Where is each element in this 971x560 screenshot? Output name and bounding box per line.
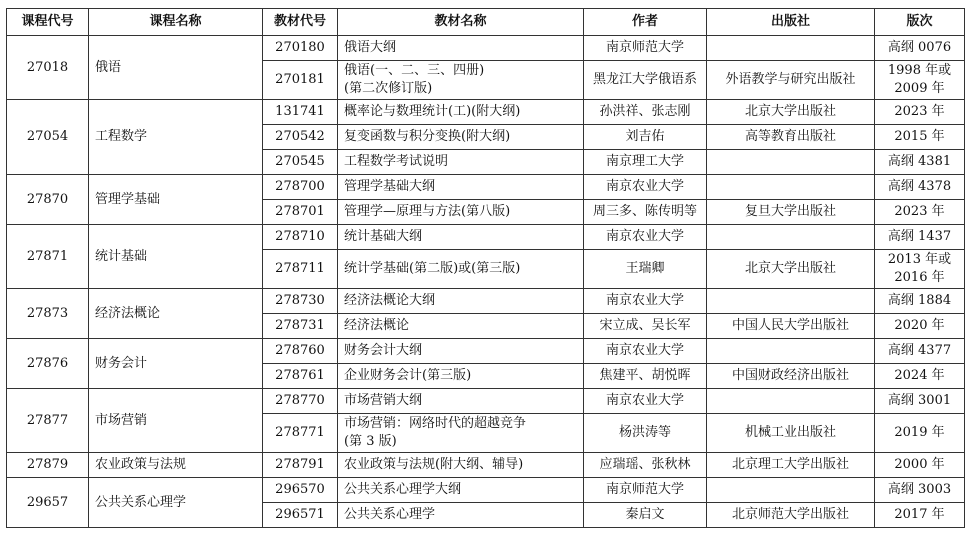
publisher-cell: 北京理工大学出版社 <box>707 453 875 478</box>
publisher-cell: 复旦大学出版社 <box>707 200 875 225</box>
book-title-cell <box>338 478 584 503</box>
book-code-cell: 278791 <box>263 453 338 478</box>
book-title-cell <box>338 125 584 150</box>
publisher-cell: 机械工业出版社 <box>707 414 875 453</box>
edition-cell-line: 1998 年或 <box>887 63 952 78</box>
publisher-cell: 外语教学与研究出版社 <box>707 61 875 100</box>
course-code-cell: 27870 <box>7 175 89 225</box>
book-title-cell <box>338 250 584 289</box>
edition-cell <box>875 503 965 528</box>
edition-cell <box>875 364 965 389</box>
book-code-cell: 278760 <box>263 339 338 364</box>
book-title-cell <box>338 289 584 314</box>
header-publisher: 出版社 <box>707 9 875 36</box>
book-code-cell: 270180 <box>263 36 338 61</box>
table-row <box>7 389 965 414</box>
edition-cell <box>875 414 965 453</box>
edition-cell <box>875 389 965 414</box>
course-code-cell: 27871 <box>7 225 89 289</box>
textbook-table-container <box>6 8 964 528</box>
edition-cell-line: 高纲 1437 <box>887 229 952 244</box>
book-code-cell: 278711 <box>263 250 338 289</box>
author-cell: 秦启文 <box>584 503 707 528</box>
table-row <box>7 175 965 200</box>
edition-cell-line: 高纲 4377 <box>887 343 952 358</box>
edition-cell <box>875 125 965 150</box>
book-title-cell-line: 公共关系心理学 <box>344 507 436 522</box>
edition-cell-line: 2000 年 <box>894 457 945 472</box>
book-title-cell-line: 管理学基础大纲 <box>344 179 436 194</box>
edition-cell-line: 2024 年 <box>894 368 945 383</box>
book-code-cell: 270181 <box>263 61 338 100</box>
course-name-cell: 农业政策与法规 <box>89 453 263 478</box>
publisher-cell <box>707 150 875 175</box>
book-title-cell-line: 统计学基础(第二版)或(第三版) <box>344 261 521 276</box>
edition-cell-line: 2016 年 <box>894 270 945 285</box>
book-title-cell <box>338 150 584 175</box>
edition-cell-line: 2023 年 <box>894 204 945 219</box>
book-title-cell-line: 概率论与数理统计(工)(附大纲) <box>344 104 521 119</box>
book-title-cell-line: 统计基础大纲 <box>344 229 423 244</box>
course-code-cell: 27873 <box>7 289 89 339</box>
book-title-cell-line: 农业政策与法规(附大纲、辅导) <box>344 457 524 472</box>
book-title-cell-line: 俄语(一、二、三、四册) <box>344 63 485 78</box>
book-title-cell <box>338 364 584 389</box>
table-body <box>7 36 965 528</box>
author-cell: 杨洪涛等 <box>584 414 707 453</box>
course-code-cell: 27876 <box>7 339 89 389</box>
author-cell: 南京农业大学 <box>584 175 707 200</box>
edition-cell <box>875 339 965 364</box>
header-course-code: 课程代号 <box>7 9 89 36</box>
publisher-cell: 北京师范大学出版社 <box>707 503 875 528</box>
edition-cell-line: 高纲 3001 <box>887 393 952 408</box>
publisher-cell: 中国财政经济出版社 <box>707 364 875 389</box>
course-name-cell: 公共关系心理学 <box>89 478 263 528</box>
edition-cell-line: 2009 年 <box>894 81 945 96</box>
course-name-cell: 工程数学 <box>89 100 263 175</box>
course-name-cell: 市场营销 <box>89 389 263 453</box>
header-row <box>7 9 965 36</box>
table-row <box>7 225 965 250</box>
book-title-cell <box>338 175 584 200</box>
course-name-cell: 财务会计 <box>89 339 263 389</box>
book-code-cell: 296571 <box>263 503 338 528</box>
book-code-cell: 278771 <box>263 414 338 453</box>
author-cell: 南京农业大学 <box>584 389 707 414</box>
edition-cell <box>875 100 965 125</box>
book-code-cell: 278731 <box>263 314 338 339</box>
header-book-title: 教材名称 <box>338 9 584 36</box>
publisher-cell: 北京大学出版社 <box>707 100 875 125</box>
header-edition: 版次 <box>875 9 965 36</box>
book-title-cell-line: 公共关系心理学大纲 <box>344 482 462 497</box>
edition-cell-line: 高纲 0076 <box>887 40 952 55</box>
author-cell: 南京理工大学 <box>584 150 707 175</box>
course-code-cell: 27877 <box>7 389 89 453</box>
author-cell: 周三多、陈传明等 <box>584 200 707 225</box>
edition-cell-line: 高纲 3003 <box>887 482 952 497</box>
book-title-cell <box>338 414 584 453</box>
course-code-cell: 27018 <box>7 36 89 100</box>
edition-cell <box>875 61 965 100</box>
publisher-cell <box>707 389 875 414</box>
book-title-cell-line: (第 3 版) <box>344 434 397 449</box>
book-title-cell-line: 工程数学考试说明 <box>344 154 449 169</box>
book-code-cell: 278710 <box>263 225 338 250</box>
publisher-cell: 北京大学出版社 <box>707 250 875 289</box>
edition-cell-line: 2013 年或 <box>887 252 952 267</box>
edition-cell <box>875 478 965 503</box>
edition-cell-line: 高纲 1884 <box>887 293 952 308</box>
edition-cell-line: 高纲 4378 <box>887 179 952 194</box>
author-cell: 应瑞瑶、张秋林 <box>584 453 707 478</box>
table-row <box>7 478 965 503</box>
table-row <box>7 100 965 125</box>
author-cell: 孙洪祥、张志刚 <box>584 100 707 125</box>
book-code-cell: 296570 <box>263 478 338 503</box>
book-title-cell <box>338 314 584 339</box>
book-title-cell-line: 市场营销大纲 <box>344 393 423 408</box>
publisher-cell <box>707 289 875 314</box>
header-author: 作者 <box>584 9 707 36</box>
edition-cell-line: 2019 年 <box>894 425 945 440</box>
textbook-table <box>6 8 965 528</box>
book-code-cell: 278700 <box>263 175 338 200</box>
edition-cell <box>875 36 965 61</box>
edition-cell <box>875 175 965 200</box>
book-title-cell-line: 财务会计大纲 <box>344 343 423 358</box>
author-cell: 南京农业大学 <box>584 339 707 364</box>
publisher-cell: 高等教育出版社 <box>707 125 875 150</box>
book-title-cell-line: 经济法概论大纲 <box>344 293 436 308</box>
edition-cell <box>875 150 965 175</box>
book-title-cell-line: 市场营销：网络时代的超越竞争 <box>344 416 527 431</box>
book-code-cell: 278730 <box>263 289 338 314</box>
course-name-cell: 统计基础 <box>89 225 263 289</box>
book-code-cell: 270542 <box>263 125 338 150</box>
book-title-cell-line: 经济法概论 <box>344 318 410 333</box>
author-cell: 南京师范大学 <box>584 478 707 503</box>
edition-cell <box>875 200 965 225</box>
table-row <box>7 339 965 364</box>
edition-cell-line: 2023 年 <box>894 104 945 119</box>
author-cell: 南京师范大学 <box>584 36 707 61</box>
book-code-cell: 278701 <box>263 200 338 225</box>
edition-cell-line: 2020 年 <box>894 318 945 333</box>
publisher-cell <box>707 36 875 61</box>
author-cell: 王瑞卿 <box>584 250 707 289</box>
book-code-cell: 270545 <box>263 150 338 175</box>
course-name-cell: 俄语 <box>89 36 263 100</box>
publisher-cell <box>707 478 875 503</box>
edition-cell-line: 高纲 4381 <box>887 154 952 169</box>
edition-cell <box>875 314 965 339</box>
edition-cell-line: 2017 年 <box>894 507 945 522</box>
book-title-cell <box>338 339 584 364</box>
author-cell: 宋立成、吴长军 <box>584 314 707 339</box>
author-cell: 刘吉佑 <box>584 125 707 150</box>
author-cell: 南京农业大学 <box>584 289 707 314</box>
book-title-cell <box>338 453 584 478</box>
course-code-cell: 27054 <box>7 100 89 175</box>
edition-cell <box>875 289 965 314</box>
book-title-cell <box>338 389 584 414</box>
edition-cell <box>875 225 965 250</box>
book-title-cell <box>338 200 584 225</box>
book-title-cell <box>338 503 584 528</box>
publisher-cell <box>707 175 875 200</box>
header-book-code: 教材代号 <box>263 9 338 36</box>
edition-cell <box>875 250 965 289</box>
publisher-cell <box>707 339 875 364</box>
book-title-cell-line: 企业财务会计(第三版) <box>344 368 472 383</box>
edition-cell <box>875 453 965 478</box>
author-cell: 南京农业大学 <box>584 225 707 250</box>
publisher-cell <box>707 225 875 250</box>
book-code-cell: 131741 <box>263 100 338 125</box>
book-title-cell <box>338 61 584 100</box>
table-row <box>7 453 965 478</box>
book-title-cell-line: 俄语大纲 <box>344 40 397 55</box>
book-title-cell <box>338 225 584 250</box>
book-title-cell-line: 管理学—原理与方法(第八版) <box>344 204 511 219</box>
book-code-cell: 278770 <box>263 389 338 414</box>
book-title-cell <box>338 100 584 125</box>
header-course-name: 课程名称 <box>89 9 263 36</box>
book-title-cell <box>338 36 584 61</box>
book-title-cell-line: (第二次修订版) <box>344 81 433 96</box>
course-name-cell: 管理学基础 <box>89 175 263 225</box>
publisher-cell: 中国人民大学出版社 <box>707 314 875 339</box>
table-row <box>7 289 965 314</box>
book-title-cell-line: 复变函数与积分变换(附大纲) <box>344 129 511 144</box>
author-cell: 黑龙江大学俄语系 <box>584 61 707 100</box>
course-name-cell: 经济法概论 <box>89 289 263 339</box>
table-row <box>7 36 965 61</box>
book-code-cell: 278761 <box>263 364 338 389</box>
course-code-cell: 29657 <box>7 478 89 528</box>
edition-cell-line: 2015 年 <box>894 129 945 144</box>
author-cell: 焦建平、胡悦晖 <box>584 364 707 389</box>
course-code-cell: 27879 <box>7 453 89 478</box>
